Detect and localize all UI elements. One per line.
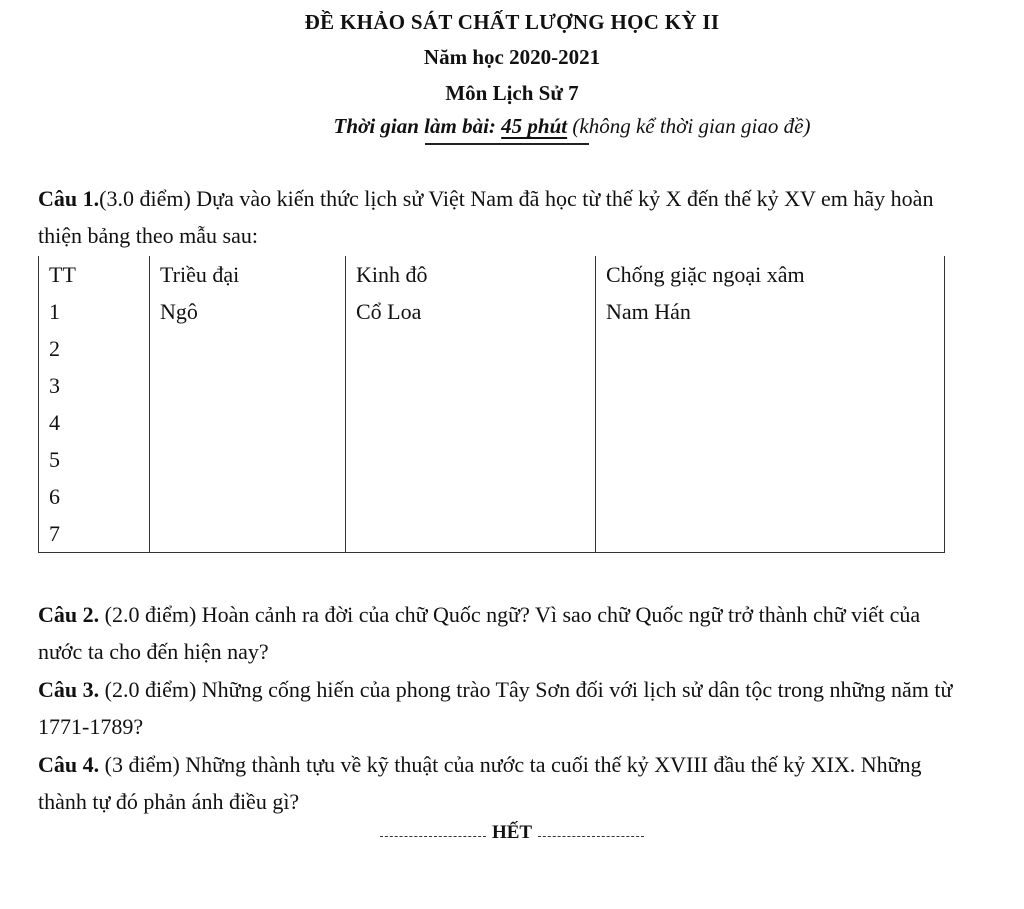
table-header-cell: Triều đại (150, 256, 346, 293)
table-cell (596, 515, 945, 553)
table-header-cell: Chống giặc ngoại xâm (596, 256, 945, 293)
question-2 (38, 596, 968, 670)
table-cell: 1 (39, 293, 150, 330)
table-cell: Ngô (150, 293, 346, 330)
table-cell: 6 (39, 478, 150, 515)
table-row (39, 293, 945, 330)
table-cell: 2 (39, 330, 150, 367)
time-line (60, 114, 1024, 139)
table-cell (150, 515, 346, 553)
exam-title: ĐỀ KHẢO SÁT CHẤT LƯỢNG HỌC KỲ II (304, 10, 720, 34)
answer-table (38, 256, 945, 553)
question-1 (38, 180, 968, 254)
table-cell (346, 404, 596, 441)
end-marker (0, 822, 1024, 844)
table-row (39, 478, 945, 515)
table-row (39, 404, 945, 441)
table-cell: 3 (39, 367, 150, 404)
table-cell (150, 404, 346, 441)
table-cell: 5 (39, 441, 150, 478)
dashed-rule-left (380, 836, 486, 837)
question-4 (38, 746, 968, 820)
question-2-text: (2.0 điểm) Hoàn cảnh ra đời của chữ Quốc ngữ? Vì sao chữ Quốc ngữ trở thành chữ viết của nước ta cho đến hiện nay? (38, 602, 921, 664)
table-cell: Cổ Loa (346, 293, 596, 330)
question-3 (38, 671, 968, 745)
question-4-text: (3 điểm) Những thành tựu về kỹ thuật của nước ta cuối thế kỷ XVIII đầu thế kỷ XIX. Những thành tự đó phản ánh điều gì? (38, 752, 922, 814)
end-label: HẾT (491, 822, 533, 843)
table-cell (346, 330, 596, 367)
header-underline (425, 143, 589, 145)
table-row (39, 441, 945, 478)
table-cell (150, 478, 346, 515)
table-cell (346, 367, 596, 404)
table-cell (150, 367, 346, 404)
question-3-label: Câu 3. (38, 677, 100, 702)
table-cell (346, 515, 596, 553)
question-1-text: (3.0 điểm) Dựa vào kiến thức lịch sử Việt Nam đã học từ thế kỷ X đến thế kỷ XV em hãy hoàn thiện bảng theo mẫu sau: (38, 186, 934, 248)
table-cell (346, 478, 596, 515)
table-cell (596, 441, 945, 478)
dashed-rule-right (538, 836, 644, 837)
question-4-label: Câu 4. (38, 752, 100, 777)
time-note: (không kể thời gian giao đề) (567, 114, 811, 138)
table-header-row (39, 256, 945, 293)
question-2-label: Câu 2. (38, 602, 100, 627)
table-row (39, 367, 945, 404)
table-cell: 7 (39, 515, 150, 553)
time-label: Thời gian làm bài: (333, 114, 502, 138)
table-cell (346, 441, 596, 478)
table-cell (596, 404, 945, 441)
time-value: 45 phút (501, 114, 568, 138)
table-row (39, 330, 945, 367)
table-cell (596, 330, 945, 367)
table-cell: 4 (39, 404, 150, 441)
table-row (39, 515, 945, 553)
table-header-cell: Kinh đô (346, 256, 596, 293)
question-1-label: Câu 1. (38, 186, 100, 211)
table-cell (596, 478, 945, 515)
table-cell (596, 367, 945, 404)
subject-line: Môn Lịch Sử 7 (445, 81, 579, 105)
question-3-text: (2.0 điểm) Những cống hiến của phong trào Tây Sơn đối với lịch sử dân tộc trong những năm từ 1771-1789? (38, 677, 953, 739)
table-cell (150, 330, 346, 367)
table-header-cell: TT (39, 256, 150, 293)
table-cell (150, 441, 346, 478)
school-year: Năm học 2020-2021 (423, 45, 601, 69)
table-cell: Nam Hán (596, 293, 945, 330)
